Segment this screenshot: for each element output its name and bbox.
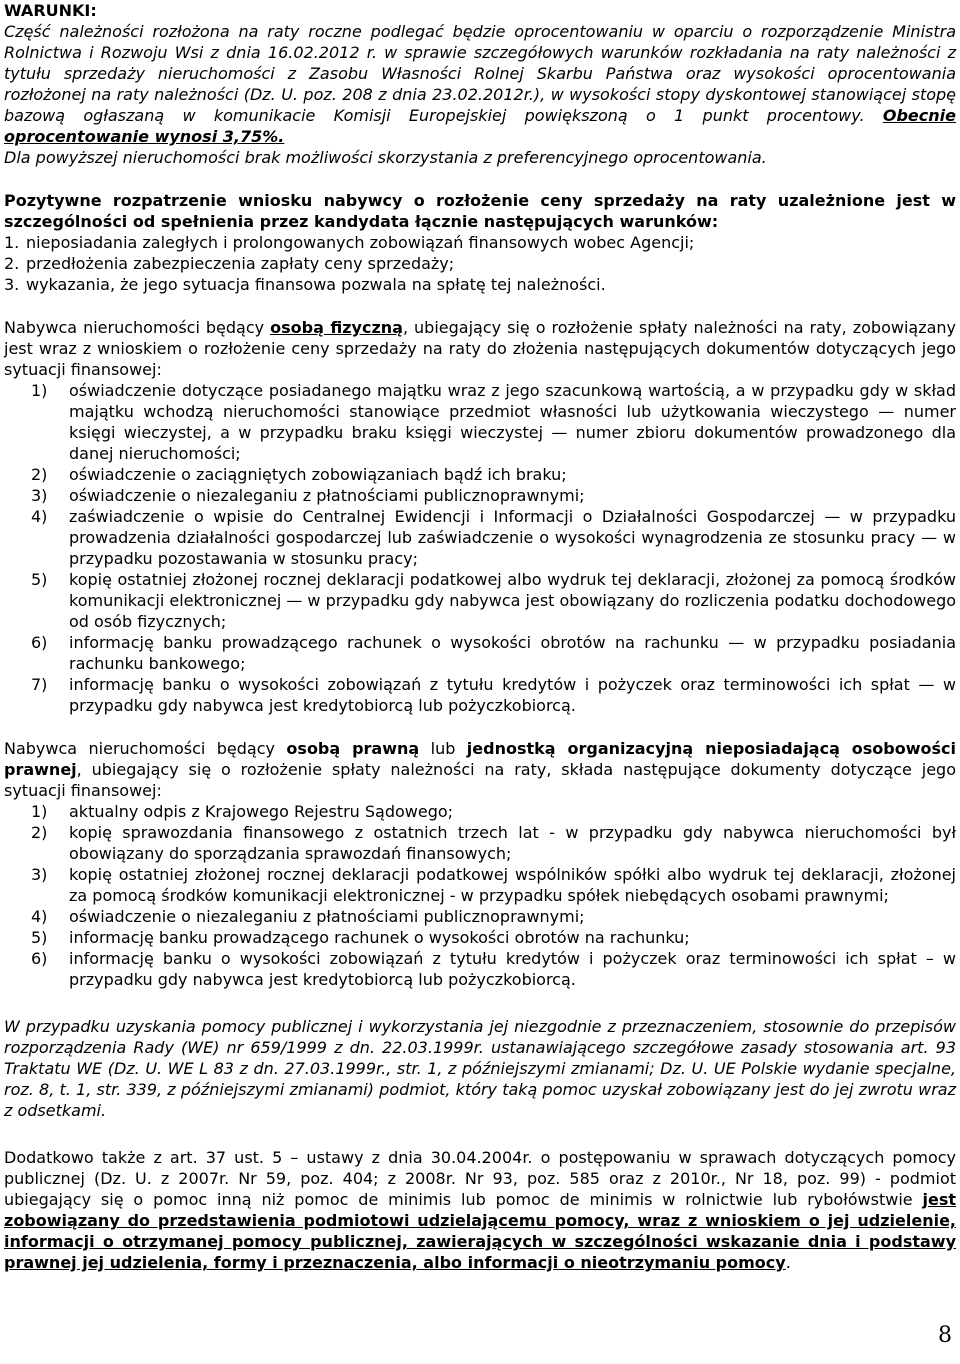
list-text: przedłożenia zabezpieczenia zapłaty ceny sprzedaży; xyxy=(26,254,455,273)
list-item xyxy=(4,253,956,274)
list-number: 5) xyxy=(31,570,48,589)
list-number: 3) xyxy=(31,486,48,505)
list-text: aktualny odpis z Krajowego Rejestru Sądowego; xyxy=(69,802,454,821)
spacer xyxy=(4,168,956,190)
list-text: oświadczenie o niezaleganiu z płatnościami publicznoprawnymi; xyxy=(69,486,585,505)
list-number: 6) xyxy=(31,633,48,652)
spacer xyxy=(4,295,956,317)
legal-person-intro xyxy=(4,738,956,801)
intro-text: lub xyxy=(419,739,467,758)
legal-person-emphasis: osobą prawną xyxy=(286,739,420,758)
natural-person-intro xyxy=(4,317,956,380)
list-text: kopię sprawozdania finansowego z ostatnich trzech lat - w przypadku gdy nabywca nieruchomości był obowiązany do sporządzania sprawozdań finansowych; xyxy=(69,823,956,863)
natural-person-documents-list xyxy=(4,380,956,716)
list-text: informację banku o wysokości zobowiązań z tytułu kredytów i pożyczek oraz terminowości ich spłat — w przypadku gdy nabywca jest kredytobiorcą lub pożyczkobiorcą. xyxy=(69,675,956,715)
list-text: oświadczenie dotyczące posiadanego majątku wraz z jego szacunkową wartością, a w przypadku gdy w skład majątku wchodzą nieruchomości stanowiące przedmiot własności lub użytkowania wieczystego — numer księgi wieczystej, a w przypadku braku księgi wieczystej — numer zbioru dokumentów prowadzonego dla danej nieruchomości; xyxy=(69,381,956,463)
list-number: 3) xyxy=(31,865,48,884)
additional-obligation-paragraph xyxy=(4,1147,956,1273)
spacer xyxy=(4,1121,956,1147)
list-number: 6) xyxy=(31,949,48,968)
legal-person-documents-list xyxy=(4,801,956,990)
list-item xyxy=(4,822,956,864)
spacer xyxy=(4,990,956,1016)
list-item xyxy=(4,506,956,569)
conditions-intro: Pozytywne rozpatrzenie wniosku nabywcy o rozłożenie ceny sprzedaży na raty uzależnione jest w szczególności od spełnienia przez kandydata łącznie następujących warunków: xyxy=(4,191,956,231)
list-text: zaświadczenie o wpisie do Centralnej Ewidencji i Informacji o Działalności Gospodarczej — w przypadku prowadzenia działalności gospodarczej lub zaświadczenie o wysokości wynagrodzenia ze stosunku pracy — w przypadku pozostawania w stosunku pracy; xyxy=(69,507,956,568)
list-item xyxy=(4,485,956,506)
intro-text: Nabywca nieruchomości będący xyxy=(4,739,287,758)
list-text: oświadczenie o niezaleganiu z płatnościami publicznoprawnymi; xyxy=(69,907,585,926)
list-number: 1) xyxy=(31,381,48,400)
list-item xyxy=(4,569,956,632)
list-item xyxy=(4,927,956,948)
list-number: 1. xyxy=(4,233,20,252)
list-number: 7) xyxy=(31,675,48,694)
interest-text: Część należności rozłożona na raty roczne podlegać będzie oprocentowaniu w oparciu o rozporządzenie Ministra Rolnictwa i Rozwoju Wsi z dnia 16.02.2012 r. w sprawie szczegółowych warunków rozkładania na raty należności z tytułu sprzedaży nieruchomości z Zasobu Własności Rolnej Skarbu Państwa oraz wysokości oprocentowania rozłożonej na raty należności (Dz. U. poz. 208 z dnia 23.02.2012r.), w wysokości stopy dyskontowej stanowiącej stopę bazową ogłaszaną w komunikacie Komisji Europejskiej powiększoną o 1 punkt procentowy. xyxy=(4,22,956,125)
intro-text: , ubiegający się o rozłożenie spłaty należności na raty, zobowiązany jest wraz z wnioskiem o rozłożenie ceny sprzedaży na raty do złożenia następujących dokumentów dotyczących jego sytuacji finansowej: xyxy=(4,318,957,379)
list-text: informację banku prowadzącego rachunek o wysokości obrotów na rachunku; xyxy=(69,928,690,947)
list-text: kopię ostatniej złożonej rocznej deklaracji podatkowej wspólników spółki albo wydruk tej deklaracji, złożonej za pomocą środków komunikacji elektronicznej - w przypadku spółek niebędących osobami prawnymi; xyxy=(69,865,956,905)
organizational-unit-emphasis: jednostką organizacyjną nieposiadającą osobowości prawnej xyxy=(4,739,957,779)
paragraph-text: Dodatkowo także z art. 37 ust. 5 – ustawy z dnia 30.04.2004r. o postępowaniu w sprawach dotyczących pomocy publicznej (Dz. U. z 2007r. Nr 59, poz. 404; z 2008r. Nr 93, poz. 585 oraz z 2010r., Nr 18, poz. 99) - podmiot ubiegający się o pomoc inną niż pomoc de minimis lub pomoc de minimis w rolnictwie lub rybołówstwie xyxy=(4,1148,956,1209)
list-number: 4) xyxy=(31,907,48,926)
list-text: informację banku o wysokości zobowiązań z tytułu kredytów i pożyczek oraz terminowości ich spłat – w przypadku gdy nabywca jest kredytobiorcą lub pożyczkobiorcą. xyxy=(69,949,956,989)
list-item xyxy=(4,232,956,253)
spacer xyxy=(4,716,956,738)
list-text: nieposiadania zaległych i prolongowanych zobowiązań finansowych wobec Agencji; xyxy=(26,233,695,252)
obligation-emphasis: jest zobowiązany do przedstawienia podmiotowi udzielającemu pomocy, wraz z wnioskiem o jej udzielenie, informacji o otrzymanej pomocy publicznej, zawierających w szczególności wskazanie dnia i podstawy prawnej jej udzielenia, formy i przeznaczenia, albo informacji o nieotrzymaniu pomocy xyxy=(4,1190,956,1272)
list-text: oświadczenie o zaciągniętych zobowiązaniach bądź ich braku; xyxy=(69,465,567,484)
list-number: 2) xyxy=(31,823,48,842)
list-item xyxy=(4,948,956,990)
list-text: kopię ostatniej złożonej rocznej deklaracji podatkowej albo wydruk tej deklaracji, złożonej za pomocą środków komunikacji elektronicznej — w przypadku gdy nabywca jest obowiązany do rozliczenia podatku dochodowego od osób fizycznych; xyxy=(69,570,957,631)
list-text: informację banku prowadzącego rachunek o wysokości obrotów na rachunku — w przypadku posiadania rachunku bankowego; xyxy=(69,633,956,673)
intro-text: Nabywca nieruchomości będący xyxy=(4,318,271,337)
intro-text: , ubiegający się o rozłożenie spłaty należności na raty, składa następujące dokumenty dotyczące jego sytuacji finansowej: xyxy=(4,760,956,800)
list-item xyxy=(4,274,956,295)
no-preference-note: Dla powyższej nieruchomości brak możliwości skorzystania z preferencyjnego oprocentowania. xyxy=(4,148,767,167)
list-number: 4) xyxy=(31,507,48,526)
list-item xyxy=(4,674,956,716)
list-number: 1) xyxy=(31,802,48,821)
list-item xyxy=(4,906,956,927)
list-text: wykazania, że jego sytuacja finansowa pozwala na spłatę tej należności. xyxy=(26,275,606,294)
paragraph-text: . xyxy=(785,1253,791,1272)
list-number: 2. xyxy=(4,254,20,273)
list-number: 5) xyxy=(31,928,48,947)
list-item xyxy=(4,380,956,464)
list-item xyxy=(4,801,956,822)
interest-paragraph xyxy=(4,21,956,147)
list-item xyxy=(4,632,956,674)
list-item xyxy=(4,464,956,485)
page-number: 8 xyxy=(938,1323,952,1348)
public-aid-paragraph: W przypadku uzyskania pomocy publicznej i wykorzystania jej niezgodnie z przeznaczeniem, stosownie do przepisów rozporządzenia Rady (WE) nr 659/1999 z dn. 22.03.1999r. ustanawiającego szczegółowe zasady stosowania art. 93 Traktatu WE (Dz. U. WE L 83 z dn. 27.03.1999r., str. 1, z późniejszymi zmianami; Dz. U. UE Polskie wydanie specjalne, roz. 8, t. 1, str. 339, z późniejszymi zmianami) podmiot, który taką pomoc uzyskał zobowiązany jest do jej zwrotu wraz z odsetkami. xyxy=(4,1017,956,1120)
list-item xyxy=(4,864,956,906)
conditions-list xyxy=(4,232,956,295)
current-interest-rate: Obecnie oprocentowanie wynosi 3,75%. xyxy=(4,106,956,146)
list-number: 3. xyxy=(4,275,20,294)
section-heading: WARUNKI: xyxy=(4,1,97,20)
document-page xyxy=(4,0,956,1273)
natural-person-emphasis: osobą fizyczną xyxy=(270,318,403,337)
list-number: 2) xyxy=(31,465,48,484)
